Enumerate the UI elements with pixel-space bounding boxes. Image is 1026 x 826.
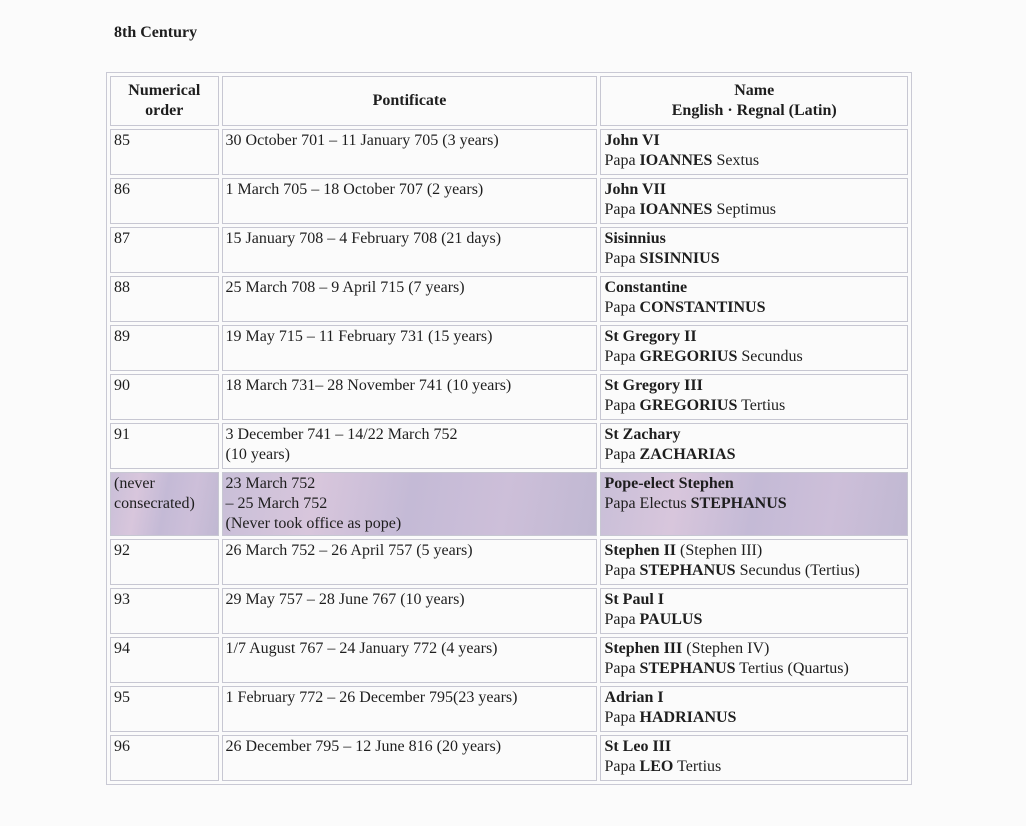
cell-pontificate: [222, 374, 598, 420]
latin-prefix: Papa Electus: [604, 495, 687, 512]
cell-order: 89: [110, 325, 219, 371]
cell-pontificate: [222, 276, 598, 322]
cell-pontificate: [222, 129, 598, 175]
latin-prefix: Papa: [604, 250, 636, 267]
header-pontificate: Pontificate: [222, 76, 598, 126]
cell-name: [600, 374, 908, 420]
latin-regnal: CONSTANTINUS: [639, 299, 766, 316]
latin-regnal: STEPHANUS: [639, 562, 736, 579]
latin-name: [604, 298, 904, 318]
header-name-line2: English · Regnal (Latin): [671, 102, 837, 119]
cell-order: 94: [110, 637, 219, 683]
latin-regnal: SISINNIUS: [639, 250, 720, 267]
table-row: [110, 686, 908, 732]
latin-prefix: Papa: [604, 446, 636, 463]
latin-name: [604, 249, 904, 269]
english-name-main: St Gregory III: [604, 377, 703, 394]
latin-prefix: Papa: [604, 758, 636, 775]
pontificate-line: 19 May 715 – 11 February 731 (15 years): [225, 328, 493, 345]
latin-regnal: IOANNES: [639, 201, 713, 218]
english-name-alt: (Stephen IV): [686, 640, 770, 657]
cell-pontificate: [222, 637, 598, 683]
cell-name: [600, 539, 908, 585]
cell-pontificate: [222, 686, 598, 732]
table-row: [110, 472, 908, 536]
cell-name: [600, 637, 908, 683]
cell-name: [600, 472, 908, 536]
latin-prefix: Papa: [604, 152, 636, 169]
english-name: [604, 541, 904, 561]
header-name-line1: Name: [734, 82, 775, 99]
pontificate-line: 26 March 752 – 26 April 757 (5 years): [225, 542, 473, 559]
english-name-main: Stephen III: [604, 640, 683, 657]
latin-prefix: Papa: [604, 299, 636, 316]
english-name-main: John VII: [604, 181, 666, 198]
latin-regnal: GREGORIUS: [639, 348, 738, 365]
header-order-line2: order: [145, 102, 184, 119]
table-row: [110, 276, 908, 322]
cell-order: 86: [110, 178, 219, 224]
english-name: [604, 376, 904, 396]
english-name-main: St Gregory II: [604, 328, 697, 345]
latin-prefix: Papa: [604, 611, 636, 628]
pontificate-line: 1 March 705 – 18 October 707 (2 years): [225, 181, 484, 198]
table-row: [110, 539, 908, 585]
pontificate-line: 3 December 741 – 14/22 March 752: [225, 426, 458, 443]
cell-name: [600, 735, 908, 781]
header-row: [110, 76, 908, 126]
latin-name: [604, 708, 904, 728]
latin-ordinal: Tertius: [677, 758, 722, 775]
latin-name: [604, 610, 904, 630]
cell-pontificate: [222, 539, 598, 585]
cell-order: 93: [110, 588, 219, 634]
latin-regnal: HADRIANUS: [639, 709, 737, 726]
english-name-main: St Paul I: [604, 591, 665, 608]
table-row: [110, 423, 908, 469]
popes-table: [106, 72, 912, 785]
cell-pontificate: [222, 325, 598, 371]
latin-name: [604, 659, 904, 679]
table-row: [110, 178, 908, 224]
pontificate-line: 25 March 708 – 9 April 715 (7 years): [225, 279, 465, 296]
latin-ordinal: Septimus: [716, 201, 777, 218]
english-name-main: Constantine: [604, 279, 688, 296]
latin-regnal: STEPHANUS: [639, 660, 736, 677]
cell-name: [600, 129, 908, 175]
cell-order: 95: [110, 686, 219, 732]
english-name: [604, 278, 904, 298]
cell-name: [600, 276, 908, 322]
cell-order: 85: [110, 129, 219, 175]
cell-pontificate: [222, 423, 598, 469]
latin-prefix: Papa: [604, 660, 636, 677]
table-row: [110, 325, 908, 371]
header-name: [600, 76, 908, 126]
pontificate-line: 18 March 731– 28 November 741 (10 years): [225, 377, 512, 394]
pontificate-line: (Never took office as pope): [225, 515, 402, 532]
table-row: [110, 735, 908, 781]
english-name-main: John VI: [604, 132, 660, 149]
latin-name: [604, 396, 904, 416]
latin-name: [604, 200, 904, 220]
cell-pontificate: [222, 472, 598, 536]
cell-name: [600, 423, 908, 469]
cell-order: 96: [110, 735, 219, 781]
latin-ordinal: Tertius: [741, 397, 786, 414]
cell-name: [600, 588, 908, 634]
english-name-main: Pope-elect Stephen: [604, 475, 734, 492]
header-numerical-order: [110, 76, 219, 126]
latin-regnal: LEO: [639, 758, 674, 775]
table-row: [110, 129, 908, 175]
latin-name: [604, 445, 904, 465]
table-row: [110, 588, 908, 634]
latin-ordinal: Tertius (Quartus): [739, 660, 849, 677]
latin-name: [604, 347, 904, 367]
cell-order: 88: [110, 276, 219, 322]
english-name-alt: (Stephen III): [680, 542, 763, 559]
table-row: [110, 374, 908, 420]
latin-regnal: STEPHANUS: [690, 495, 787, 512]
cell-pontificate: [222, 227, 598, 273]
cell-name: [600, 178, 908, 224]
latin-ordinal: Secundus (Tertius): [739, 562, 860, 579]
latin-prefix: Papa: [604, 562, 636, 579]
pontificate-line: (10 years): [225, 446, 290, 463]
latin-regnal: PAULUS: [639, 611, 703, 628]
english-name-main: Stephen II: [604, 542, 677, 559]
latin-name: [604, 494, 904, 514]
english-name-main: St Zachary: [604, 426, 681, 443]
pontificate-line: 30 October 701 – 11 January 705 (3 years): [225, 132, 499, 149]
english-name: [604, 131, 904, 151]
table-row: [110, 637, 908, 683]
cell-name: [600, 686, 908, 732]
latin-prefix: Papa: [604, 348, 636, 365]
pontificate-line: 15 January 708 – 4 February 708 (21 days): [225, 230, 502, 247]
latin-name: [604, 757, 904, 777]
english-name: [604, 425, 904, 445]
cell-pontificate: [222, 178, 598, 224]
english-name: [604, 737, 904, 757]
pontificate-line: – 25 March 752: [225, 495, 328, 512]
english-name: [604, 327, 904, 347]
cell-name: [600, 325, 908, 371]
latin-ordinal: Sextus: [716, 152, 760, 169]
cell-pontificate: [222, 588, 598, 634]
english-name: [604, 229, 904, 249]
latin-regnal: ZACHARIAS: [639, 446, 736, 463]
cell-pontificate: [222, 735, 598, 781]
pontificate-line: 1/7 August 767 – 24 January 772 (4 years): [225, 640, 498, 657]
english-name: [604, 590, 904, 610]
latin-prefix: Papa: [604, 397, 636, 414]
pontificate-line: 29 May 757 – 28 June 767 (10 years): [225, 591, 465, 608]
latin-prefix: Papa: [604, 201, 636, 218]
cell-order: 91: [110, 423, 219, 469]
english-name-main: St Leo III: [604, 738, 672, 755]
pontificate-line: 26 December 795 – 12 June 816 (20 years): [225, 738, 502, 755]
english-name-main: Adrian I: [604, 689, 664, 706]
cell-order: (never consecrated): [110, 472, 219, 536]
page-heading: 8th Century: [114, 24, 198, 41]
cell-order: 90: [110, 374, 219, 420]
table-row: [110, 227, 908, 273]
latin-name: [604, 151, 904, 171]
latin-name: [604, 561, 904, 581]
cell-order: 87: [110, 227, 219, 273]
cell-name: [600, 227, 908, 273]
latin-regnal: GREGORIUS: [639, 397, 738, 414]
english-name-main: Sisinnius: [604, 230, 666, 247]
latin-regnal: IOANNES: [639, 152, 713, 169]
latin-prefix: Papa: [604, 709, 636, 726]
english-name: [604, 639, 904, 659]
latin-ordinal: Secundus: [741, 348, 803, 365]
header-order-line1: Numerical: [128, 82, 201, 99]
pontificate-line: 1 February 772 – 26 December 795(23 years): [225, 689, 518, 706]
cell-order: 92: [110, 539, 219, 585]
pontificate-line: 23 March 752: [225, 475, 316, 492]
english-name: [604, 474, 904, 494]
english-name: [604, 688, 904, 708]
english-name: [604, 180, 904, 200]
